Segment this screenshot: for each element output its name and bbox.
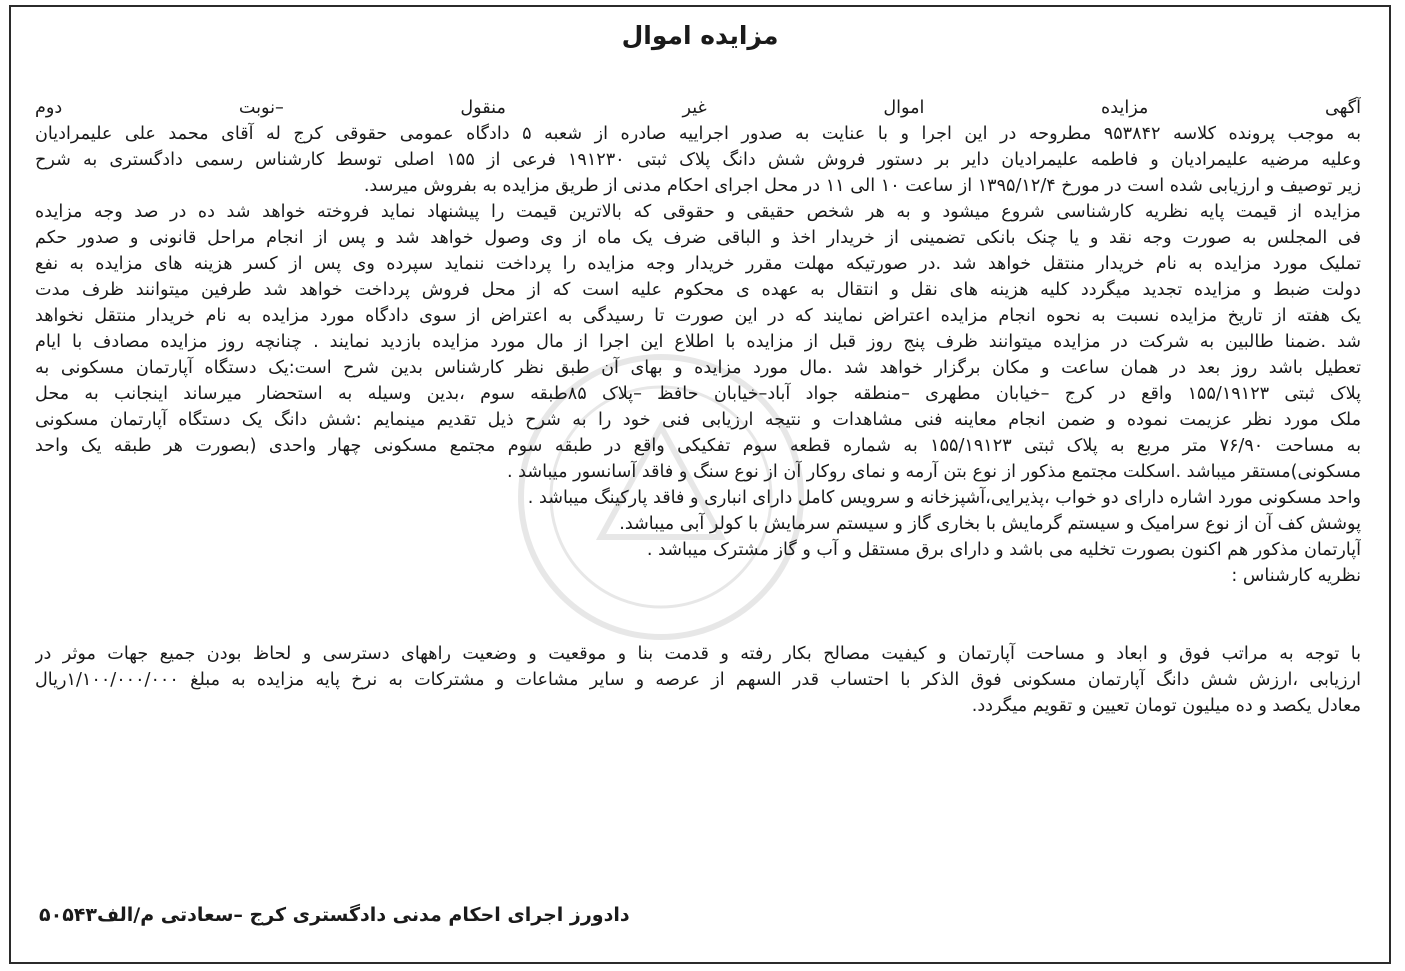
notice-body	[35, 95, 1361, 719]
conclusion-line: با توجه به مراتب فوق و ابعاد و مساحت آپارتمان و کیفیت مصالح بکار رفته و قدمت بنا و موقعیت و وضعیت راههای دسترسی و لحاظ بودن جمیع جهات موثر در	[35, 644, 1361, 664]
body-line: تملیک مورد مزایده به نام خریدار منتقل خواهد شد .در صورتیکه مهلت مقرر خریدار وجه مزایده را پرداخت ننماید سپرده وی پس از کسر هزینه های مزایده به نفع	[35, 254, 1361, 274]
paragraph-gap	[35, 615, 1361, 641]
body-line: وعلیه مرضیه علیمرادیان و فاطمه علیمرادیان دایر بر دستور فروش شش دانگ پلاک ثبتی ۱۹۱۲۳۰ فرعی از ۱۵۵ اصلی توسط کارشناس رسمی دادگستری به شرح	[35, 150, 1361, 170]
conclusion-line: معادل یکصد و ده میلیون تومان تعیین و تقویم میگردد.	[971, 696, 1361, 716]
body-line: آگهی مزایده اموال غیر منقول –نوبت دوم	[35, 98, 1361, 118]
body-line: مسکونی)مستقر میباشد .اسکلت مجتمع مذکور از نوع بتن آرمه و نمای روکار آن از نوع سنگ و فاقد آسانسور میباشد .	[506, 462, 1361, 482]
body-line: دولت ضبط و مزایده تجدید میگردد کلیه هزینه های نقل و انتقال به عهده ی محکوم علیه است که از محل فروش پرداخت خواهد شد طرفین میتوانند ظرف مدت	[35, 280, 1361, 300]
body-line: یک هفته از تاریخ مزایده نسبت به نحوه انجام مزایده اعتراض نمایند که در این صورت تا رسیدگی به اعتراض از سوی دادگاه مورد مزایده به نام خریدار منتقل نخواهد	[35, 306, 1361, 326]
signature-line	[11, 904, 1389, 926]
body-line: ملک مورد نظر عزیمت نموده و ضمن انجام معاینه فنی مشاهدات و نتیجه ارزیابی فنی خود را به شرح ذیل تقدیم مینمایم :شش دانگ یک دستگاه آپارتمان مسکونی	[35, 410, 1361, 430]
body-line: زیر توصیف و ارزیابی شده است در مورخ ۱۳۹۵/۱۲/۴ از ساعت ۱۰ الی ۱۱ در محل اجرای احکام مدنی از طریق مزایده به بفروش میرسد.	[363, 176, 1361, 196]
notice-title: مزایده اموال	[621, 21, 779, 50]
body-line: واحد مسکونی مورد اشاره دارای دو خواب ،پذیرایی،آشپزخانه و سرویس کامل دارای انباری و فاقد پارکینگ میباشد .	[527, 488, 1361, 508]
body-line: پوشش کف آن از نوع سرامیک و سیستم گرمایش با بخاری گاز و سیستم سرمایش با کولر آبی میباشد.	[619, 514, 1361, 534]
body-line: پلاک ثبتی ۱۵۵/۱۹۱۲۳ واقع در کرج –خیابان مطهری –منطقه جواد آباد–خیابان حافظ –پلاک ۸۵طبقه سوم ،بدین وسیله به استحضار میرساند اینجانب به محل	[35, 384, 1361, 404]
body-line: فی المجلس به صورت وجه نقد و یا چنک بانکی تضمینی از خریدار اخذ و الباقی ضرف یک ماه از وی وصول خواهد شد و پس از انجام مراحل قانونی و صدور حکم	[35, 228, 1361, 248]
body-line: آپارتمان مذکور هم اکنون بصورت تخلیه می باشد و دارای برق مستقل و آب و گاز مشترک میباشد .	[646, 540, 1361, 560]
signature-text: دادورز اجرای احکام مدنی دادگستری کرج –سعادتی م/الف۵۰۵۴۳	[39, 904, 630, 926]
body-line: به مساحت ۷۶/۹۰ متر مربع به پلاک ثبتی ۱۵۵/۱۹۱۲۳ به شماره قطعه سوم تفکیکی واقع در طبقه سوم مجتمع مسکونی چهار واحدی (بصورت هر طبقه یک واحد	[35, 436, 1361, 456]
conclusion-line: ارزیابی ،ارزش شش دانگ آپارتمان مسکونی فوق الذکر با احتساب قدر السهم از عرصه و سایر مشاعات و مشترکات به نرخ پایه مزایده به مبلغ ۱/۱۰۰/۰۰۰/۰۰۰ریال	[35, 670, 1361, 690]
expert-opinion-heading: نظریه کارشناس :	[1231, 566, 1361, 586]
paragraph-gap	[35, 589, 1361, 615]
body-line: به موجب پرونده کلاسه ۹۵۳۸۴۲ مطروحه در این اجرا و با عنایت به صدور اجراییه صادره از شعبه ۵ دادگاه عمومی حقوقی کرج له آقای محمد علی علیمرادیان	[35, 124, 1361, 144]
body-line: مزایده از قیمت پایه نظریه کارشناسی شروع میشود و به هر شخص حقیقی و حقوقی که بالاترین قیمت را پیشنهاد نماید فروخته خواهد شد ده در صد وجه مزایده	[35, 202, 1361, 222]
notice-frame	[9, 5, 1391, 964]
body-line: شد .ضمنا طالبین به شرکت در مزایده میتوانند ظرف پنج روز قبل از مزایده با اطلاع این اجرا از مال مورد مزایده بازدید نمایند . چنانچه روز مزایده مصادف با ایام	[35, 332, 1361, 352]
body-line: تعطیل باشد روز بعد در همان ساعت و مکان برگزار خواهد شد .مال مورد مزایده و بهای آن طبق نظر کارشناس بدین شرح است:یک دستگاه آپارتمان مسکونی به	[35, 358, 1361, 378]
